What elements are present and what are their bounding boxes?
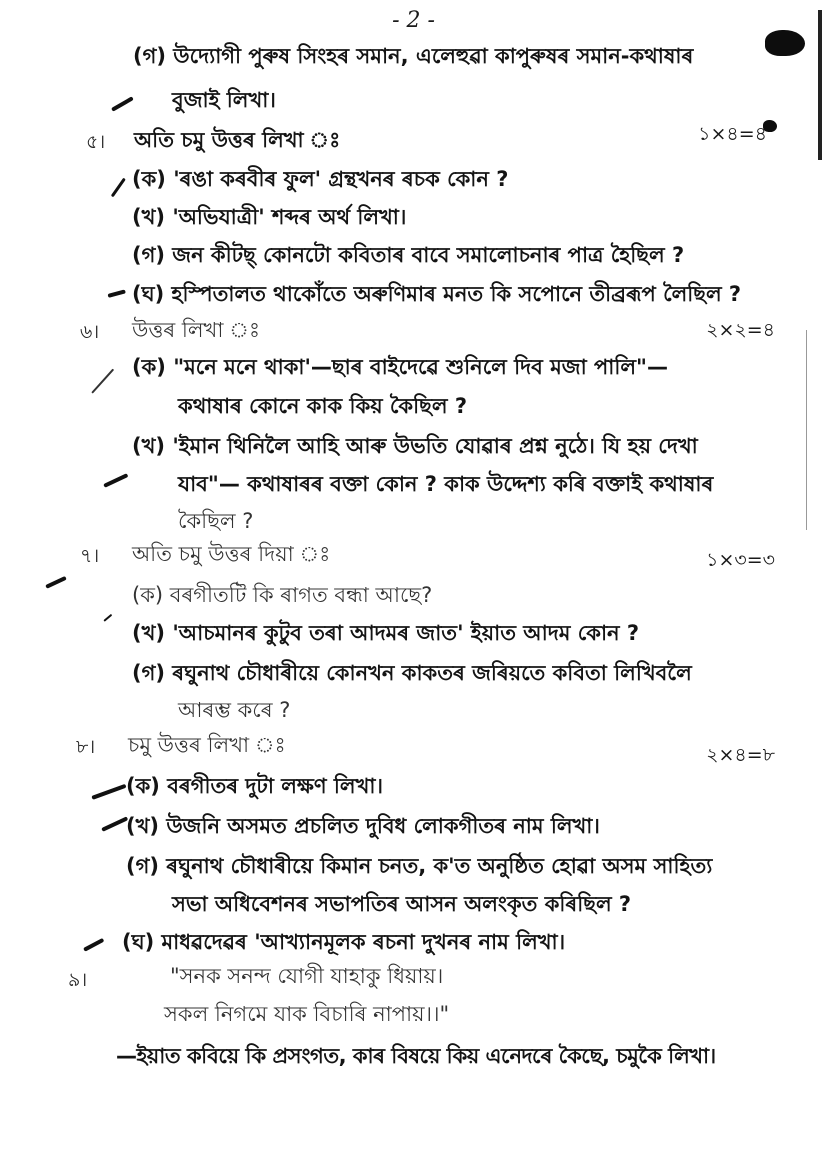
pen-tick-mark — [101, 816, 128, 831]
question-part — [132, 619, 639, 647]
carryover-line-1 — [133, 42, 693, 70]
part-label: (ক) — [126, 774, 160, 798]
quote-line: সকল নিগমে যাক বিচাৰি নাপায়।।" — [164, 1002, 450, 1026]
question-title: অতি চমু উত্তৰ লিখা ঃ — [134, 128, 341, 152]
question-part — [132, 659, 692, 687]
pen-tick-mark — [83, 938, 104, 952]
part-label: (ঘ) — [122, 930, 155, 954]
part-label: (ক) — [132, 583, 164, 607]
part-label: (গ) — [126, 854, 159, 878]
part-label: (গ) — [133, 44, 166, 68]
part-label: (খ) — [132, 621, 165, 645]
part-label: (ক) — [132, 167, 166, 191]
part-text: ৰঘুনাথ চৌধাৰীয়ে কিমান চনত, ক'ত অনুষ্ঠিত হোৱা অসম সাহিত্য — [166, 854, 713, 878]
pen-tick-mark — [91, 369, 114, 394]
part-text: বৰগীতৰ দুটা লক্ষণ লিখা। — [167, 774, 383, 798]
quote-line: "সনক সনন্দ যোগী যাহাকু ধিয়ায়। — [170, 964, 444, 988]
question-part — [126, 812, 600, 840]
page-number: - 2 - — [392, 8, 435, 33]
question-title: অতি চমু উত্তৰ দিয়া ঃ — [132, 542, 331, 566]
question-part-continued — [178, 392, 467, 420]
part-text: জন কীটছ্ কোনটো কবিতাৰ বাবে সমালোচনাৰ পাত্ৰ হৈছিল ? — [172, 243, 685, 267]
question-part — [132, 432, 698, 460]
part-text: সভা অধিবেশনৰ সভাপতিৰ আসন অলংকৃত কৰিছিল ? — [172, 892, 632, 916]
question-number: ৬। — [80, 321, 100, 343]
question-title: উত্তৰ লিখা ঃ — [132, 318, 261, 342]
part-text: বুজাই লিখা। — [172, 88, 276, 112]
ink-stain — [765, 30, 805, 56]
question-part — [132, 203, 406, 231]
question-part-continued — [178, 696, 290, 724]
pen-tick-mark — [103, 473, 128, 488]
question-part-continued — [172, 890, 631, 918]
question-part — [132, 581, 432, 609]
pen-tick-mark — [91, 784, 126, 800]
scan-edge-shadow — [818, 10, 822, 160]
part-label: (খ) — [126, 814, 159, 838]
part-text: 'ইমান থিনিলৈ আহি আৰু উভতি যোৱাৰ প্ৰশ্ন নুঠে। যি হয় দেখা — [172, 434, 698, 458]
pen-tick-mark — [111, 96, 134, 111]
question-marks: ১×৪=৪ — [698, 123, 767, 145]
question-part — [132, 353, 668, 381]
question-marks: ২×২=৪ — [706, 319, 775, 341]
question-marks: ২×৪=৮ — [706, 744, 775, 766]
question-part — [126, 772, 383, 800]
part-text: 'আচমানৰ কুটুব তৰা আদমৰ জাত' ইয়াত আদম কোন ? — [172, 621, 640, 645]
question-part-continued — [178, 470, 713, 498]
pen-tick-mark — [107, 289, 125, 298]
carryover-line-2 — [172, 86, 276, 114]
question-number: ৮। — [76, 736, 96, 758]
part-label: (খ) — [132, 205, 165, 229]
question-part — [122, 928, 565, 956]
question-part — [126, 852, 712, 880]
part-text: ৰঘুনাথ চৌধাৰীয়ে কোনখন কাকতৰ জৰিয়তে কবিতা লিখিবলৈ — [172, 661, 692, 685]
question-instruction: —ইয়াত কবিয়ে কি প্ৰসংগত, কাৰ বিষয়ে কিয় এনেদৰে কৈছে, চমুকৈ লিখা। — [116, 1044, 716, 1068]
pen-tick-mark — [111, 178, 126, 198]
part-text: কৈছিল ? — [178, 509, 254, 533]
question-number: ৯। — [68, 969, 88, 991]
part-label: (গ) — [132, 243, 165, 267]
part-label: (গ) — [132, 661, 165, 685]
part-label: (ক) — [132, 355, 166, 379]
part-text: হস্পিতালত থাকোঁতে অৰুণিমাৰ মনত কি সপোনে তীব্ৰৰূপ লৈছিল ? — [171, 282, 742, 306]
question-title: চমু উত্তৰ লিখা ঃ — [128, 733, 286, 757]
part-text: 'অভিযাত্ৰী' শব্দৰ অৰ্থ লিখা। — [172, 205, 407, 229]
question-number: ৭। — [80, 545, 100, 567]
part-text: উদ্যোগী পুৰুষ সিংহৰ সমান, এলেহুৱা কাপুৰুষৰ সমান-কথাষাৰ — [173, 44, 694, 68]
question-part — [132, 165, 508, 193]
question-marks: ১×৩=৩ — [706, 549, 775, 571]
part-text: "মনে মনে থাকা'—ছাৰ বাইদেৱে শুনিলে দিব মজা পালি"— — [173, 355, 668, 379]
part-text: কথাষাৰ কোনে কাক কিয় কৈছিল ? — [178, 394, 467, 418]
part-label: (খ) — [132, 434, 165, 458]
question-part-continued — [178, 507, 253, 535]
pen-tick-mark — [45, 576, 67, 589]
part-text: বৰগীতটি কি ৰাগত বন্ধা আছে? — [169, 583, 433, 607]
part-text: আৰম্ভ কৰে ? — [178, 698, 291, 722]
part-label: (ঘ) — [132, 282, 165, 306]
question-part — [132, 241, 684, 269]
question-number: ৫। — [86, 131, 106, 153]
part-text: উজনি অসমত প্ৰচলিত দুবিধ লোকগীতৰ নাম লিখা। — [166, 814, 600, 838]
part-text: 'ৰঙা কৰবীৰ ফুল' গ্ৰন্থখনৰ ৰচক কোন ? — [173, 167, 509, 191]
question-part — [132, 280, 741, 308]
part-text: মাধৱদেৱৰ 'আখ্যানমূলক ৰচনা দুখনৰ নাম লিখা। — [161, 930, 566, 954]
part-text: যাব"— কথাষাৰৰ বক্তা কোন ? কাক উদ্দেশ্য কৰি বক্তাই কথাষাৰ — [178, 472, 714, 496]
scan-edge-line — [806, 330, 807, 530]
pen-tick-mark — [103, 614, 112, 622]
